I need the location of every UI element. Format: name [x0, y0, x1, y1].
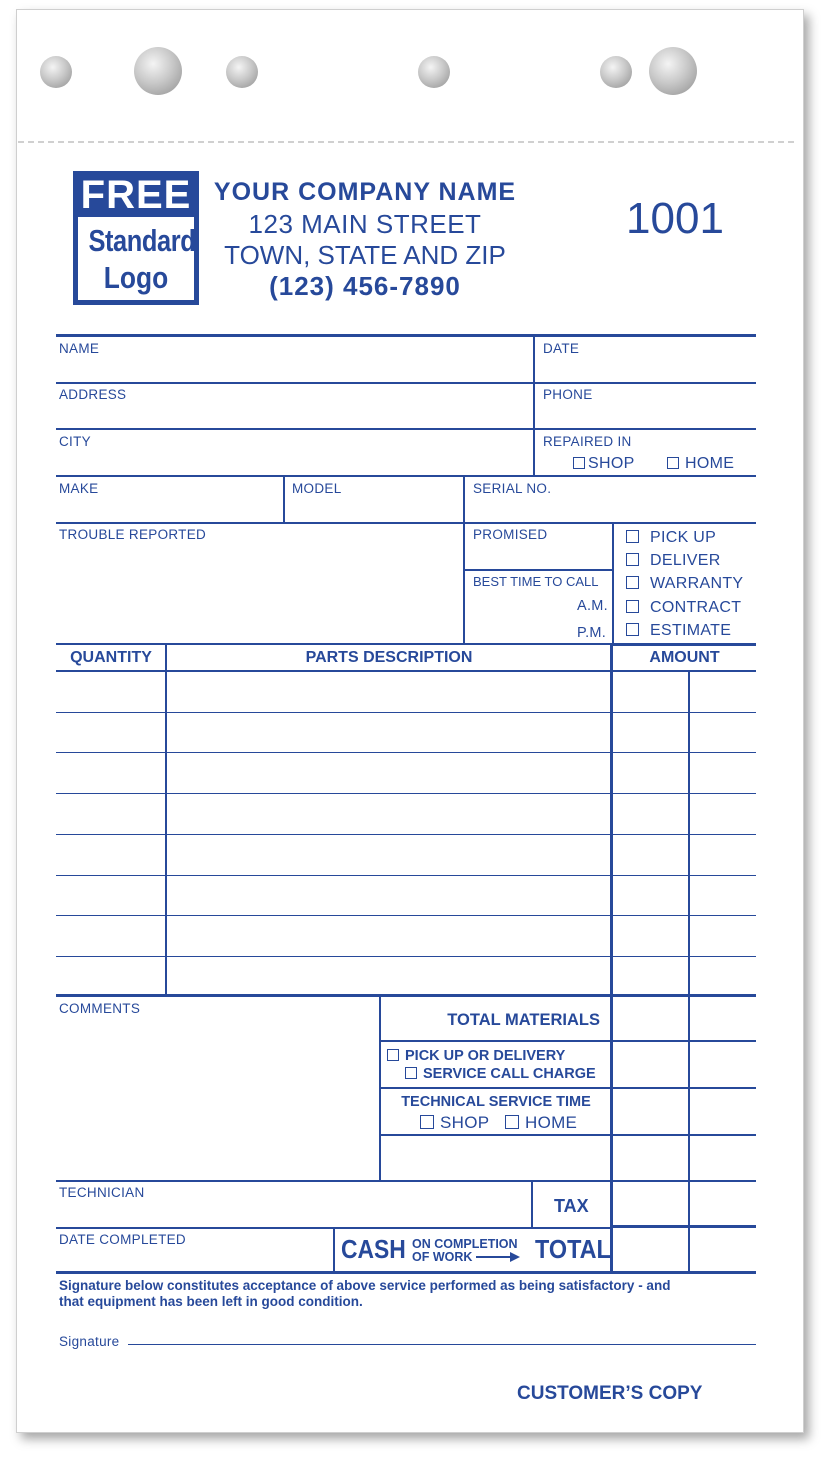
name-label: NAME [59, 341, 100, 356]
tax-label: TAX [554, 1196, 589, 1216]
logo-standard-text: Standard [88, 223, 196, 258]
logo-logo-text: Logo [103, 260, 169, 295]
rule [610, 645, 613, 1272]
rule [56, 1271, 756, 1274]
of-work-text: OF WORK [412, 1250, 473, 1264]
rule [56, 1180, 756, 1182]
checkbox-icon[interactable] [573, 457, 585, 469]
service-option[interactable] [626, 622, 731, 640]
option-label: HOME [525, 1113, 578, 1132]
checkbox-icon[interactable] [626, 600, 639, 613]
rule [165, 645, 167, 995]
rule [688, 672, 690, 1272]
logo-free-text: FREE [80, 173, 192, 217]
checkbox-icon[interactable] [405, 1067, 417, 1079]
option-label: SHOP [440, 1113, 490, 1132]
rule [531, 1180, 533, 1227]
rule [283, 475, 285, 523]
table-row [56, 834, 756, 835]
table-row [56, 915, 756, 916]
model-label: MODEL [292, 481, 342, 496]
company-town: TOWN, STATE AND ZIP [224, 240, 506, 270]
rule [56, 1227, 613, 1229]
rule [379, 1087, 756, 1089]
signature-line[interactable] [128, 1344, 756, 1345]
comments-label: COMMENTS [59, 1001, 141, 1016]
rule [56, 994, 756, 997]
rule [56, 382, 756, 384]
on-completion-text: ON COMPLETION [412, 1237, 518, 1251]
tech-home-option[interactable] [505, 1113, 577, 1133]
tech-shop-option[interactable] [420, 1113, 489, 1133]
rule [56, 522, 756, 524]
table-row [56, 956, 756, 957]
checkbox-icon[interactable] [626, 623, 639, 636]
option-label: PICK UP [650, 529, 717, 546]
checkbox-icon[interactable] [626, 576, 639, 589]
rule [613, 643, 756, 646]
punch-hole [226, 56, 258, 88]
service-option[interactable] [626, 599, 741, 617]
total-label: TOTAL [535, 1234, 611, 1264]
rule [463, 475, 465, 645]
option-label: DELIVER [650, 552, 721, 569]
punch-hole [600, 56, 632, 88]
serial-label: SERIAL NO. [473, 481, 552, 496]
rule [56, 670, 756, 672]
checkbox-icon[interactable] [387, 1049, 399, 1061]
repaired-home-option[interactable] [667, 455, 734, 473]
rule [612, 522, 614, 645]
option-label: HOME [685, 455, 735, 472]
quantity-column-header: QUANTITY [70, 649, 152, 666]
rule [379, 1134, 756, 1136]
cash-label: CASH [341, 1234, 406, 1264]
checkbox-icon[interactable] [420, 1115, 434, 1129]
company-logo [73, 171, 199, 305]
make-label: MAKE [59, 481, 99, 496]
option-label: PICK UP OR DELIVERY [405, 1048, 566, 1064]
date-label: DATE [543, 341, 580, 356]
rule [56, 334, 756, 337]
phone-label: PHONE [543, 387, 593, 402]
city-label: CITY [59, 434, 91, 449]
repaired-in-label: REPAIRED IN [543, 434, 632, 449]
option-label: SERVICE CALL CHARGE [423, 1066, 596, 1082]
service-call-option[interactable] [405, 1066, 596, 1082]
address-label: ADDRESS [59, 387, 127, 402]
table-row [56, 875, 756, 876]
table-row [56, 793, 756, 794]
parts-description-column-header: PARTS DESCRIPTION [305, 649, 473, 666]
customer-copy-label: CUSTOMER’S COPY [517, 1383, 703, 1404]
option-label: CONTRACT [650, 599, 742, 616]
checkbox-icon[interactable] [505, 1115, 519, 1129]
service-option[interactable] [626, 529, 716, 547]
rule [533, 335, 535, 475]
amount-column-header: AMOUNT [649, 649, 720, 666]
rule [333, 1227, 335, 1273]
tech-time-label: TECHNICAL SERVICE TIME [401, 1094, 591, 1110]
trouble-label: TROUBLE REPORTED [59, 527, 207, 542]
option-label: SHOP [588, 455, 635, 472]
pm-label: P.M. [577, 625, 607, 641]
arrow-right-icon [476, 1251, 520, 1263]
punch-hole [134, 47, 182, 95]
disclaimer-line-2: that equipment has been left in good condition. [59, 1294, 363, 1309]
punch-hole [418, 56, 450, 88]
pickup-delivery-option[interactable] [387, 1048, 565, 1064]
punch-hole [649, 47, 697, 95]
rule [56, 475, 756, 477]
company-street: 123 MAIN STREET [248, 209, 482, 239]
checkbox-icon[interactable] [626, 530, 639, 543]
form-number: 1001 [626, 194, 724, 243]
disclaimer-line-1: Signature below constitutes acceptance of above service performed as being satisfactory - and [59, 1278, 671, 1293]
date-completed-label: DATE COMPLETED [59, 1232, 186, 1247]
technician-label: TECHNICIAN [59, 1185, 145, 1200]
punch-hole [40, 56, 72, 88]
table-row [56, 712, 756, 713]
rule [379, 1040, 756, 1042]
rule [464, 569, 613, 571]
promised-label: PROMISED [473, 527, 548, 542]
service-option[interactable] [626, 552, 721, 570]
signature-label: Signature [59, 1334, 120, 1349]
company-phone: (123) 456-7890 [269, 271, 461, 301]
table-row [56, 752, 756, 753]
am-label: A.M. [577, 598, 609, 614]
company-name: YOUR COMPANY NAME [213, 178, 517, 206]
checkbox-icon[interactable] [667, 457, 679, 469]
checkbox-icon[interactable] [626, 553, 639, 566]
rule [613, 1225, 756, 1228]
best-time-label: BEST TIME TO CALL [473, 574, 599, 589]
option-label: WARRANTY [650, 575, 744, 592]
perforation-line [18, 141, 794, 143]
total-materials-label: TOTAL MATERIALS [447, 1011, 600, 1029]
service-option[interactable] [626, 575, 743, 593]
option-label: ESTIMATE [650, 622, 732, 639]
rule [56, 428, 756, 430]
repaired-shop-option[interactable] [573, 455, 635, 473]
